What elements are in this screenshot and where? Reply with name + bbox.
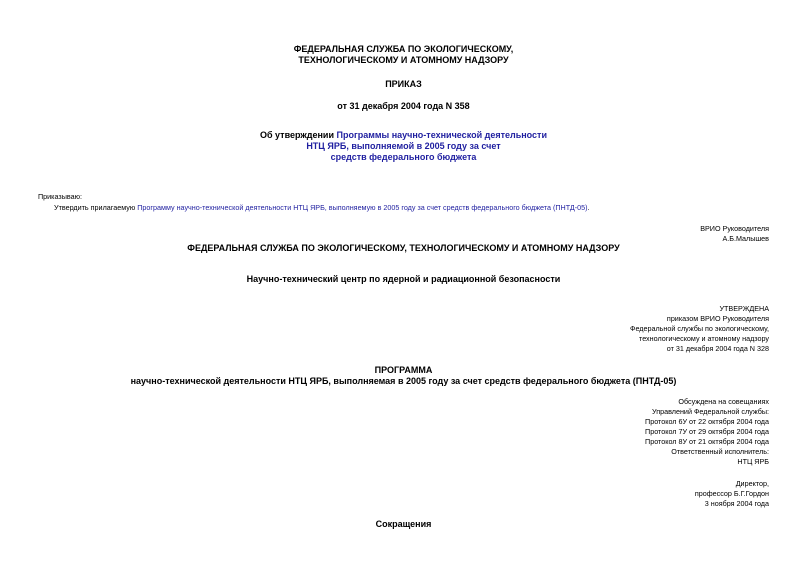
order-date: от 31 декабря 2004 года N 358: [337, 101, 470, 111]
subject-line-1: [0, 130, 807, 141]
approval-block: [630, 304, 769, 354]
approve-suffix: .: [587, 203, 590, 212]
signature-position: ВРИО Руководителя: [700, 224, 769, 233]
discussion-block: [645, 397, 769, 467]
annex-center-name: Научно-технический центр по ядерной и радиационной безопасности: [246, 274, 561, 284]
program-title: ПРОГРАММА: [374, 365, 433, 375]
signature-name: А.Б.Малышев: [722, 234, 769, 243]
program-link-part-1[interactable]: Программы научно-технической деятельности: [336, 130, 547, 140]
director-block: [695, 479, 769, 509]
discussion-line: Управлений Федеральной службы:: [651, 407, 769, 416]
order-word: Приказываю:: [38, 192, 82, 201]
director-line: Директор,: [735, 479, 769, 488]
approval-line: приказом ВРИО Руководителя: [666, 314, 769, 323]
discussion-line: НТЦ ЯРБ: [737, 457, 769, 466]
abbreviations-title: Сокращения: [375, 519, 432, 529]
discussion-line: Протокол 7У от 29 октября 2004 года: [645, 427, 769, 436]
approval-line: технологическому и атомному надзору: [639, 334, 769, 343]
subject-prefix: Об утверждении: [260, 130, 337, 140]
agency-line-1: ФЕДЕРАЛЬНАЯ СЛУЖБА ПО ЭКОЛОГИЧЕСКОМУ,: [293, 44, 514, 54]
discussion-line: Протокол 8У от 21 октября 2004 года: [645, 437, 769, 446]
director-line: профессор Б.Г.Гордон: [694, 489, 769, 498]
approval-line: от 31 декабря 2004 года N 328: [666, 344, 769, 353]
agency-header: [0, 44, 807, 66]
order-title: ПРИКАЗ: [385, 79, 422, 89]
discussion-line: Ответственный исполнитель:: [671, 447, 769, 456]
discussion-line: Обсуждена на совещаниях: [678, 397, 769, 406]
discussion-line: Протокол 6У от 22 октября 2004 года: [645, 417, 769, 426]
signature-block: [700, 224, 769, 244]
director-line: 3 ноября 2004 года: [704, 499, 769, 508]
program-link-part-3[interactable]: средств федерального бюджета: [330, 152, 477, 162]
approval-line: УТВЕРЖДЕНА: [719, 304, 769, 313]
approval-line: Федеральной службы по экологическому,: [629, 324, 769, 333]
agency-line-2: ТЕХНОЛОГИЧЕСКОМУ И АТОМНОМУ НАДЗОРУ: [298, 55, 509, 65]
approve-paragraph: [54, 203, 590, 213]
approve-program-link[interactable]: Программу научно-технической деятельности НТЦ ЯРБ, выполняемую в 2005 году за счет средств федерального бюджета (ПНТД-05): [137, 203, 588, 212]
program-subtitle: научно-технической деятельности НТЦ ЯРБ, выполняемая в 2005 году за счет средств федерального бюджета (ПНТД-05): [130, 376, 677, 386]
program-link-part-2[interactable]: НТЦ ЯРБ, выполняемой в 2005 году за счет: [306, 141, 501, 151]
approve-prefix: Утвердить прилагаемую: [54, 203, 138, 212]
annex-agency-title: ФЕДЕРАЛЬНАЯ СЛУЖБА ПО ЭКОЛОГИЧЕСКОМУ, ТЕХНОЛОГИЧЕСКОМУ И АТОМНОМУ НАДЗОРУ: [187, 243, 620, 253]
order-subject: [0, 130, 807, 163]
